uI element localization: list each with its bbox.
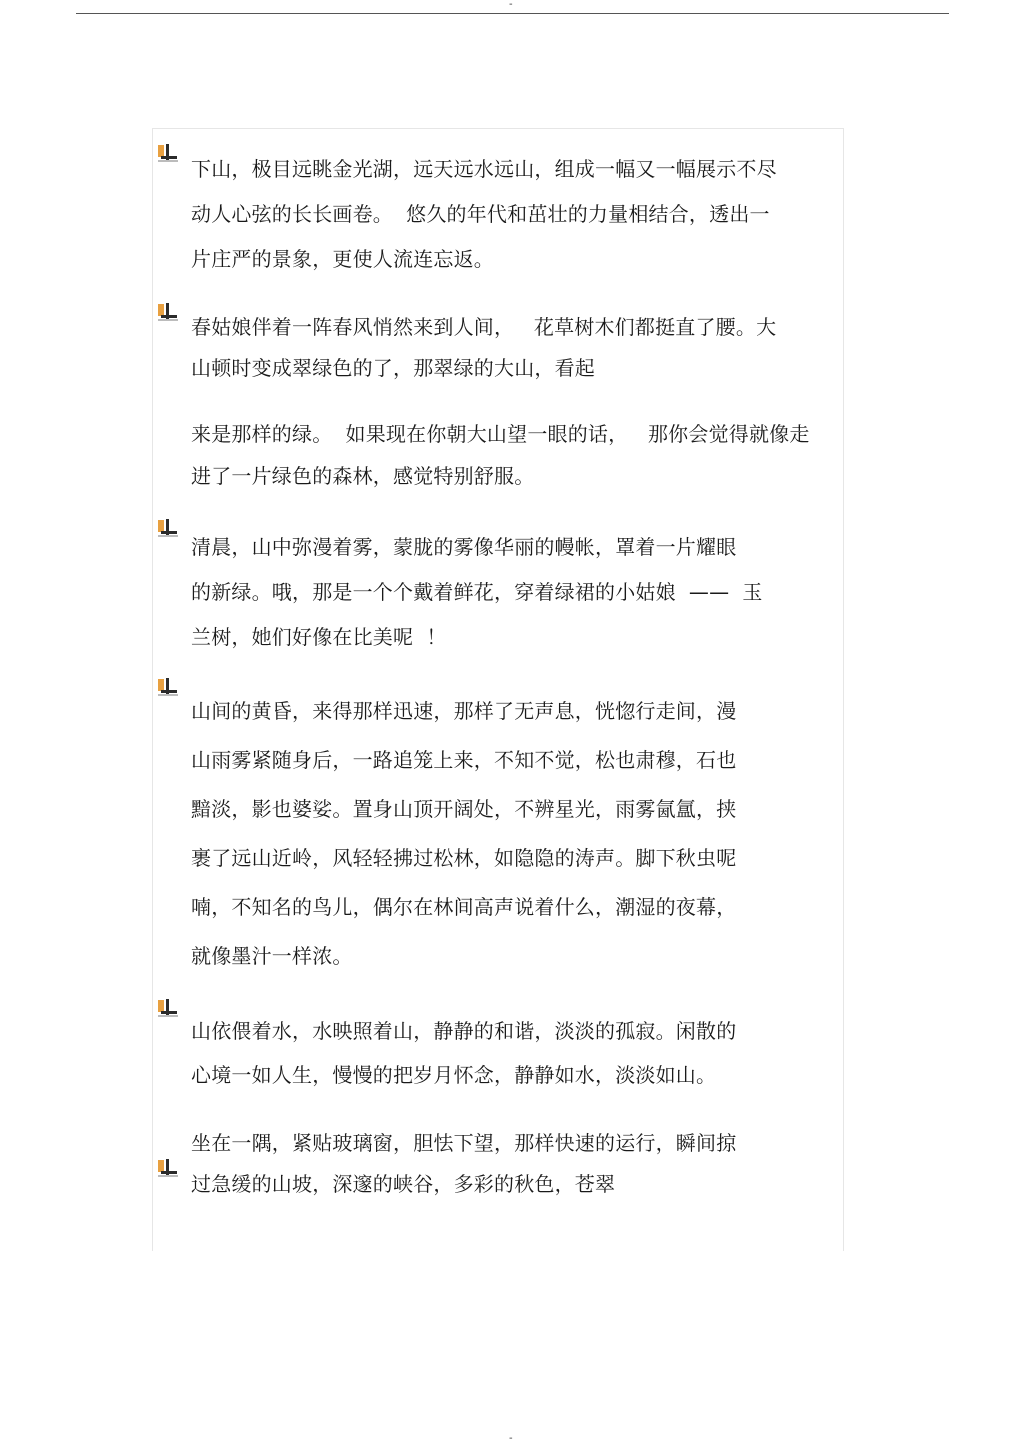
paragraph-marker-icon [155,141,181,167]
paragraph-marker-icon [155,996,181,1022]
text-line: 裹了远山近岭，风轻轻拂过松林，如隐隐的涛声。脚下秋虫呢 [191,846,737,870]
paragraph-marker-icon [155,300,181,326]
text-line: 春姑娘伴着一阵春风悄然来到人间， 花草树木们都挺直了腰。大 [191,315,777,339]
header-marker: - [509,0,513,10]
footer-marker: - [509,1433,513,1444]
text-line: 进了一片绿色的森林，感觉特别舒服。 [191,464,535,488]
text-line: 兰树，她们好像在比美呢 ！ [191,625,447,649]
text-line: 过急缓的山坡，深邃的峡谷，多彩的秋色，苍翠 [191,1172,616,1196]
text-line: 的新绿。哦，那是一个个戴着鲜花，穿着绿裙的小姑娘 —— 玉 [191,580,763,604]
text-line: 心境一如人生，慢慢的把岁月怀念，静静如水，淡淡如山。 [191,1063,717,1087]
paragraph-marker-icon [155,516,181,542]
header-rule [76,13,949,14]
text-line: 山间的黄昏，来得那样迅速，那样了无声息，恍惚行走间，漫 [191,699,737,723]
text-line: 山依偎着水，水映照着山，静静的和谐，淡淡的孤寂。闲散的 [191,1019,737,1043]
text-line: 下山，极目远眺金光湖，远天远水远山，组成一幅又一幅展示不尽 [191,157,777,181]
text-line: 坐在一隅，紧贴玻璃窗，胆怯下望，那样快速的运行，瞬间掠 [191,1131,737,1155]
text-line: 山雨雾紧随身后，一路追笼上来，不知不觉，松也肃穆，石也 [191,748,737,772]
text-line: 山顿时变成翠绿色的了，那翠绿的大山，看起 [191,356,595,380]
paragraph-marker-icon [155,1156,181,1182]
text-line: 清晨，山中弥漫着雾，蒙胧的雾像华丽的幔帐，罩着一片耀眼 [191,535,737,559]
text-line: 就像墨汁一样浓。 [191,944,353,968]
text-line: 黯淡，影也婆娑。置身山顶开阔处，不辨星光，雨雾氤氲，挟 [191,797,737,821]
text-line: 喃，不知名的鸟儿，偶尔在林间高声说着什么，潮湿的夜幕， [191,895,737,919]
paragraph-marker-icon [155,675,181,701]
text-line: 来是那样的绿。 如果现在你朝大山望一眼的话， 那你会觉得就像走 [191,422,810,446]
text-line: 片庄严的景象，更使人流连忘返。 [191,247,494,271]
text-line: 动人心弦的长长画卷。 悠久的年代和茁壮的力量相结合，透出一 [191,202,770,226]
